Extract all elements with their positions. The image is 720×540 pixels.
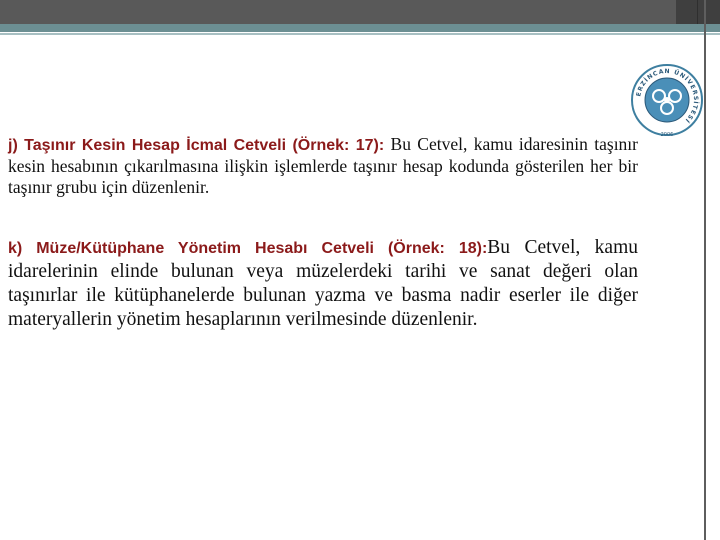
- section-j-body: Bu Cetvel, kamu idaresinin taşınır kesin hesabının çıkarılmasına ilişkin işlemlerde taşınır hesap kodunda gösterilen her bir taşınır grubu için düzenlenir.: [8, 134, 639, 197]
- accent-line: [0, 33, 720, 35]
- section-k-body: Bu Cetvel, kamu idarelerinin elinde bulunan veya müzelerdeki tarihi ve sanat değeri olan taşınırlar ile kütüphanelerde bulunan yazma ve basma nadir eserler ile diğer materyallerin yönetim hesaplarının verilmesinde düzenlenir.: [8, 237, 638, 330]
- section-k-heading: k) Müze/Kütüphane Yönetim Hesabı Cetveli (Örnek: 18):: [8, 240, 488, 258]
- top-bar: [0, 0, 720, 24]
- section-j-heading: j) Taşınır Kesin Hesap İcmal Cetveli (Örnek: 17):: [8, 137, 385, 154]
- section-k-paragraph: [8, 236, 638, 331]
- section-j-paragraph: [8, 134, 638, 198]
- logo-ring-text: ERZİNCAN ÜNİVERSİTESİ: [635, 67, 700, 125]
- top-bar-corner: [676, 0, 720, 24]
- accent-bar: [0, 24, 720, 32]
- logo-year: 2006: [660, 132, 674, 138]
- university-logo: [629, 62, 705, 138]
- corner-divider: [697, 0, 698, 24]
- slide-content: [8, 134, 638, 331]
